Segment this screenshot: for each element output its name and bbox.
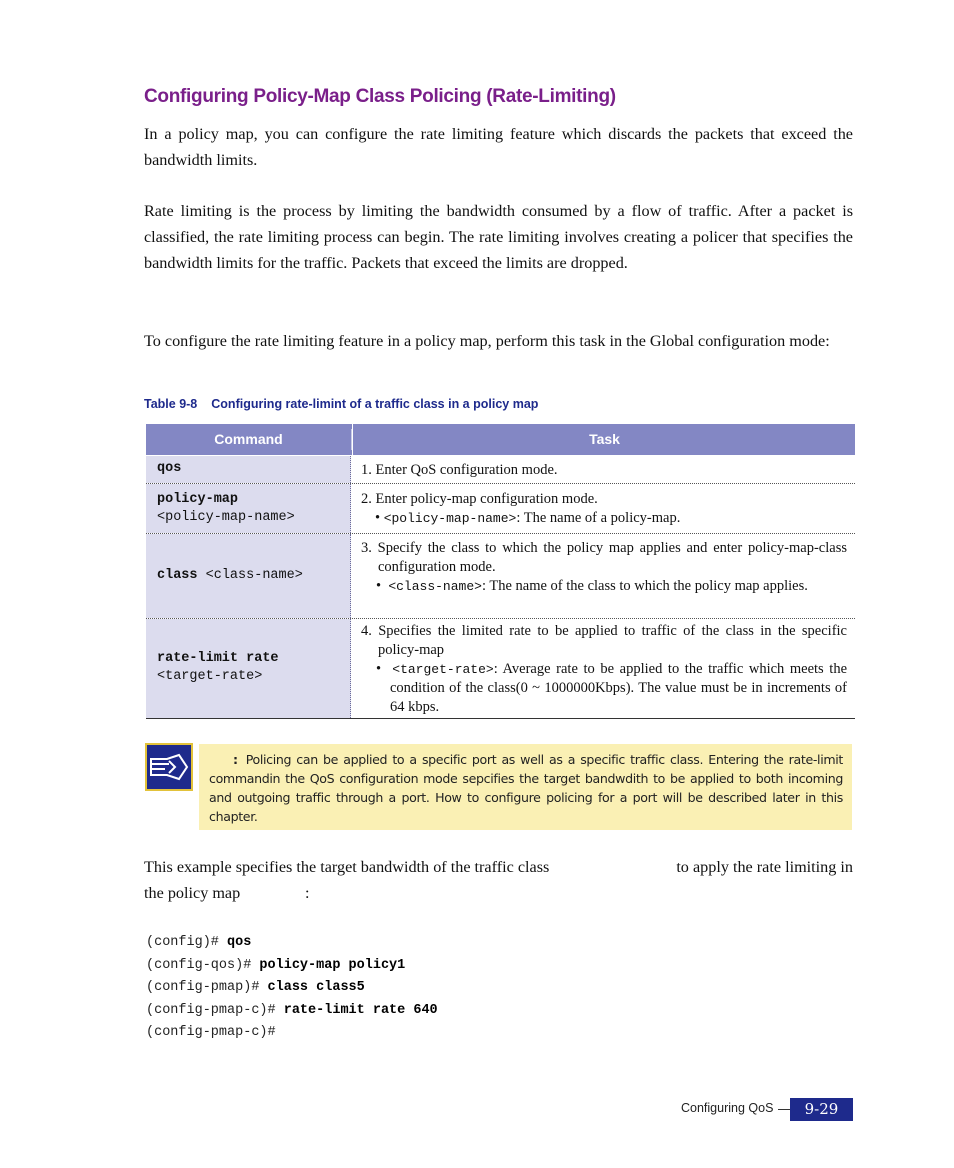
bullet-argument: <policy-map-name>: [383, 511, 517, 526]
task-step: 1. Enter QoS configuration mode.: [361, 462, 558, 478]
note-hand-icon: [145, 743, 193, 791]
command-cell: [146, 456, 351, 483]
code-line: [146, 932, 438, 955]
task-intro-paragraph: To configure the rate limiting feature in a policy map, perform this task in the Global configuration mode:: [144, 332, 830, 350]
command-argument: <class-name>: [205, 568, 303, 583]
bullet-text: : The name of a policy-map.: [516, 510, 681, 526]
section-title: Configuring Policy-Map Class Policing (Rate-Limiting): [144, 86, 616, 107]
code-prompt: (config-qos)#: [146, 957, 260, 973]
command-keyword: policy-map: [157, 492, 239, 507]
table-row: [146, 534, 855, 618]
task-step: 3. Specify the class to which the policy map applies and enter policy-map-class configuration mode.: [361, 540, 847, 575]
table-row: [146, 484, 855, 533]
footer-rule: [778, 1109, 790, 1110]
example-line-1-end: to apply the rate limiting in: [676, 858, 853, 876]
code-line: [146, 1000, 438, 1023]
bullet-argument: <target-rate>: [392, 662, 494, 677]
command-text: [157, 491, 295, 527]
code-block: [146, 932, 438, 1045]
code-prompt: (config)#: [146, 935, 228, 950]
code-command: class class5: [267, 980, 365, 995]
code-command: policy-map policy1: [259, 957, 406, 973]
command-argument: <target-rate>: [157, 669, 263, 684]
command-text: [157, 650, 279, 686]
task-cell: [352, 456, 855, 483]
task-step: 4. Specifies the limited rate to be applied to traffic of the class in the specific policy-map: [361, 623, 847, 658]
table-row: [146, 456, 855, 483]
example-line-1-start: This example specifies the target bandwidth of the traffic class: [144, 858, 550, 876]
header-task: Task: [352, 424, 856, 455]
task-bullet: • <policy-map-name>: The name of a policy-map.: [375, 510, 681, 526]
intro-paragraph: In a policy map, you can configure the rate limiting feature which discards the packets that exceed the bandwidth limits.: [144, 125, 853, 169]
command-keyword: class: [157, 568, 198, 583]
table-caption-number: Table 9-8: [144, 397, 198, 411]
task-cell: [352, 484, 855, 533]
command-cell: [146, 619, 351, 718]
command-text: [157, 567, 303, 585]
task-bullet: • <class-name>: The name of the class to which the policy map applies.: [376, 578, 808, 594]
table-caption-text: Configuring rate-limint of a traffic class in a policy map: [211, 397, 539, 411]
command-cell: [146, 534, 351, 618]
header-command: Command: [214, 431, 283, 447]
code-line: [146, 977, 438, 1000]
task-cell: [352, 534, 855, 618]
bullet-text: : Average rate to be applied to the traffic which meets the condition of the class(0 ~ 1000000Kbps). The value must be in increments of 64 kbps.: [390, 661, 848, 715]
task-step: 2. Enter policy-map configuration mode.: [361, 491, 598, 507]
note-box: [199, 744, 852, 830]
page-number: 9-29: [790, 1098, 853, 1121]
example-line-2-end: :: [305, 884, 310, 902]
rate-limit-paragraph: Rate limiting is the process by limiting the bandwidth consumed by a flow of traffic. After a packet is classified, the rate limiting process can begin. The rate limiting involves creating a policer that specifies the bandwidth limits for the traffic. Packets that exceed the limits are dropped.: [144, 202, 853, 272]
note-label: :: [233, 752, 238, 767]
task-cell: [352, 619, 855, 718]
code-line: [146, 1022, 438, 1045]
example-line-2: [144, 880, 853, 906]
footer-chapter-label: Configuring QoS: [681, 1101, 774, 1115]
example-line-1: [144, 854, 853, 880]
code-prompt: (config-pmap)#: [146, 980, 268, 995]
command-argument: <policy-map-name>: [157, 510, 295, 525]
code-prompt: (config-pmap-c)#: [146, 1025, 276, 1040]
command-text: [157, 460, 181, 478]
code-prompt: (config-pmap-c)#: [146, 1002, 284, 1018]
command-keyword: rate-limit rate: [157, 651, 279, 666]
note-text: Policing can be applied to a specific port as well as a specific traffic class. Entering the rate-limit commandin the QoS configuration mode sepcifies the target bandwdith to be applied to both incoming and outgoing traffic through a port. How to configure policing for a port will be described later in this chapter.: [209, 752, 843, 824]
bullet-text: : The name of the class to which the policy map applies.: [481, 578, 808, 594]
example-line-2-start: the policy map: [144, 884, 241, 902]
task-bullet: • <target-rate>: Average rate to be applied to the traffic which meets the condition of the class(0 ~ 1000000Kbps). The value must be in increments of 64 kbps.: [376, 661, 848, 715]
command-keyword: qos: [157, 461, 182, 476]
code-command: qos: [227, 935, 252, 950]
code-command: rate-limit rate 640: [283, 1002, 438, 1018]
code-line: [146, 955, 438, 978]
example-paragraph: [144, 854, 853, 906]
command-cell: [146, 484, 351, 533]
table-row: [146, 619, 855, 719]
bullet-argument: <class-name>: [388, 579, 482, 594]
table-header: [146, 424, 855, 455]
table-caption: [144, 397, 538, 411]
